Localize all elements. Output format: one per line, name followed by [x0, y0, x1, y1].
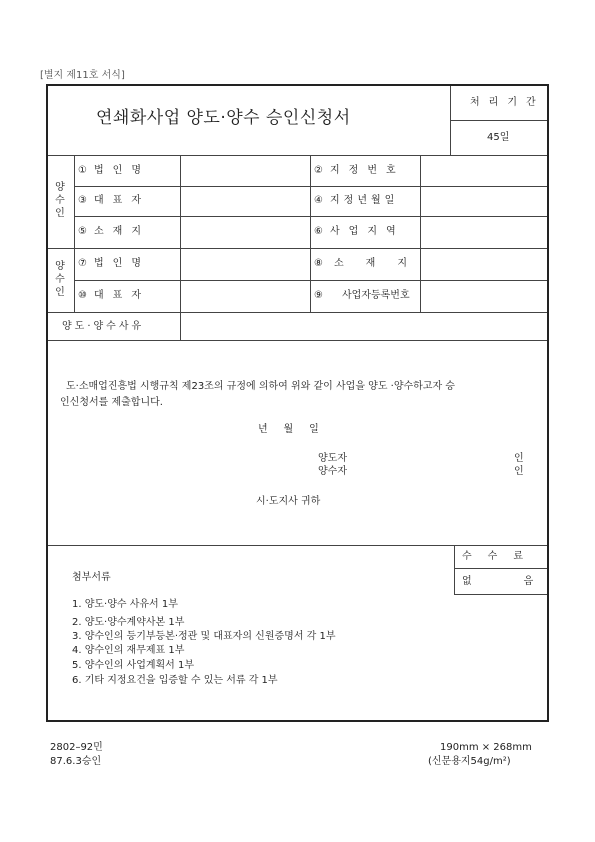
body-text-line2: 인신청서를 제출합니다. — [60, 397, 163, 408]
attachments-title: 첨부서류 — [72, 572, 111, 583]
label-designation-date: 지정년월일 — [330, 195, 399, 206]
label-location: 소재지 — [334, 258, 429, 269]
list-item: 1. 양도·양수 사유서 1부 — [72, 599, 178, 610]
label-business-reg-no: 사업자등록번호 — [342, 290, 410, 301]
footer-paper-type: (신문용지54g/m²) — [428, 756, 511, 767]
recipient: 시·도지사 귀하 — [256, 496, 321, 507]
list-item: 3. 양수인의 등기부등본·정관 및 대표자의 신원증명서 각 1부 — [72, 631, 336, 642]
fee-label: 수수료 — [462, 551, 539, 562]
label-corp-name: 법인명 — [94, 165, 150, 176]
body-text-line1: 도·소매업진흥법 시행규칙 제23조의 규정에 의하여 위와 같이 사업을 양도 ·양수하고자 승 — [66, 381, 455, 392]
label-business-area: 사업지역 — [330, 226, 405, 237]
processing-period-value: 45일 — [487, 132, 510, 143]
label-corp-name: 법인명 — [94, 258, 150, 269]
label-representative: 대표자 — [94, 195, 150, 206]
field-no: ④ — [314, 195, 323, 206]
list-item: 4. 양수인의 재무제표 1부 — [72, 645, 185, 656]
label-designation-no: 지정번호 — [330, 165, 405, 176]
assignor-seal: 인 — [514, 453, 524, 464]
field-no: ⑤ — [78, 226, 87, 237]
assignor-sign-label: 양도자 — [318, 453, 347, 464]
field-no: ② — [314, 165, 323, 176]
field-no: ⑧ — [314, 258, 323, 269]
list-item: 5. 양수인의 사업계획서 1부 — [72, 660, 195, 671]
processing-period-label: 처리기간 — [470, 97, 545, 108]
assignee-seal: 인 — [514, 466, 524, 477]
footer-approval-date: 87.6.3승인 — [50, 756, 102, 767]
list-item: 6. 기타 지정요건을 입증할 수 있는 서류 각 1부 — [72, 675, 278, 686]
form-number-label: [별지 제11호 서식] — [40, 70, 125, 81]
field-no: ① — [78, 165, 87, 176]
field-no: ⑦ — [78, 258, 87, 269]
form-title: 연쇄화사업 양도·양수 승인신청서 — [96, 108, 351, 128]
assignor-group-label: 양 수 인 — [55, 182, 65, 219]
footer-form-code: 2802–92민 — [50, 742, 103, 753]
label-location: 소재지 — [94, 226, 150, 237]
fee-value: 없음 — [462, 576, 586, 587]
field-no: ⑩ — [78, 290, 87, 301]
footer-paper-size: 190mm × 268mm — [440, 742, 532, 753]
label-transfer-reason: 양도·양수사유 — [62, 321, 145, 332]
field-no: ⑨ — [314, 290, 323, 301]
assignee-sign-label: 양수자 — [318, 466, 347, 477]
field-no: ⑥ — [314, 226, 323, 237]
field-no: ③ — [78, 195, 87, 206]
label-representative: 대표자 — [94, 290, 150, 301]
assignee-group-label: 양 수 인 — [55, 261, 65, 298]
date-line: 년 월 일 — [258, 424, 319, 435]
list-item: 2. 양도·양수계약사본 1부 — [72, 617, 185, 628]
